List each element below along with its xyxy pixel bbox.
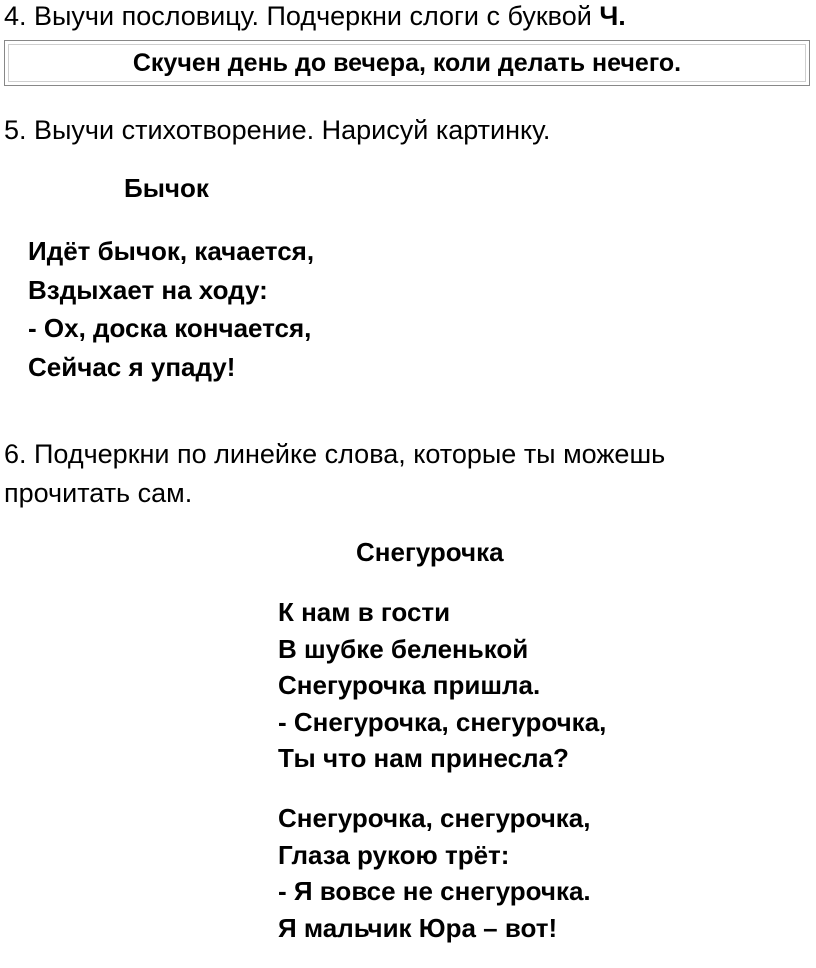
poem-title-snegurochka: Снегурочка: [356, 537, 504, 567]
poem-snegurochka-stanza-1: [278, 594, 606, 777]
poem-line: - Снегурочка, снегурочка,: [278, 706, 607, 737]
poem-line: Сейчас я упаду!: [28, 351, 236, 382]
poem-line: - Я вовсе не снегурочка.: [278, 876, 591, 906]
poem-snegurochka-stanza-2: [278, 800, 591, 946]
poem-line: - Ох, доска кончается,: [28, 313, 312, 343]
poem-bychok: [28, 232, 314, 386]
poem-line: Я мальчик Юра – вот!: [278, 912, 558, 943]
task-6-instruction-line-2: прочитать сам.: [4, 478, 193, 508]
task-4-instruction: [4, 0, 626, 32]
task-4-letter: Ч.: [599, 1, 626, 31]
poem-line: Идёт бычок, качается,: [28, 236, 315, 266]
poem-line: В шубке беленькой: [278, 633, 529, 664]
poem-line: Глаза рукою трёт:: [278, 839, 510, 870]
task-6-instruction-line-1: 6. Подчеркни по линейке слова, которые ты можешь: [4, 439, 666, 469]
poem-line: Ты что нам принесла?: [278, 743, 569, 773]
poem-line: К нам в гости: [278, 597, 451, 627]
proverb-text: Скучен день до вечера, коли делать нечего.: [132, 49, 682, 77]
task-5-instruction: 5. Выучи стихотворение. Нарисуй картинку.: [4, 115, 551, 145]
poem-title-bychok: Бычок: [124, 173, 209, 203]
poem-line: Снегурочка пришла.: [278, 670, 541, 700]
task-4-text: 4. Выучи пословицу. Подчеркни слоги с буквой: [4, 1, 600, 31]
poem-line: Снегурочка, снегурочка,: [278, 803, 591, 833]
poem-line: Вздыхает на ходу:: [28, 274, 268, 305]
proverb-box: [4, 40, 810, 86]
